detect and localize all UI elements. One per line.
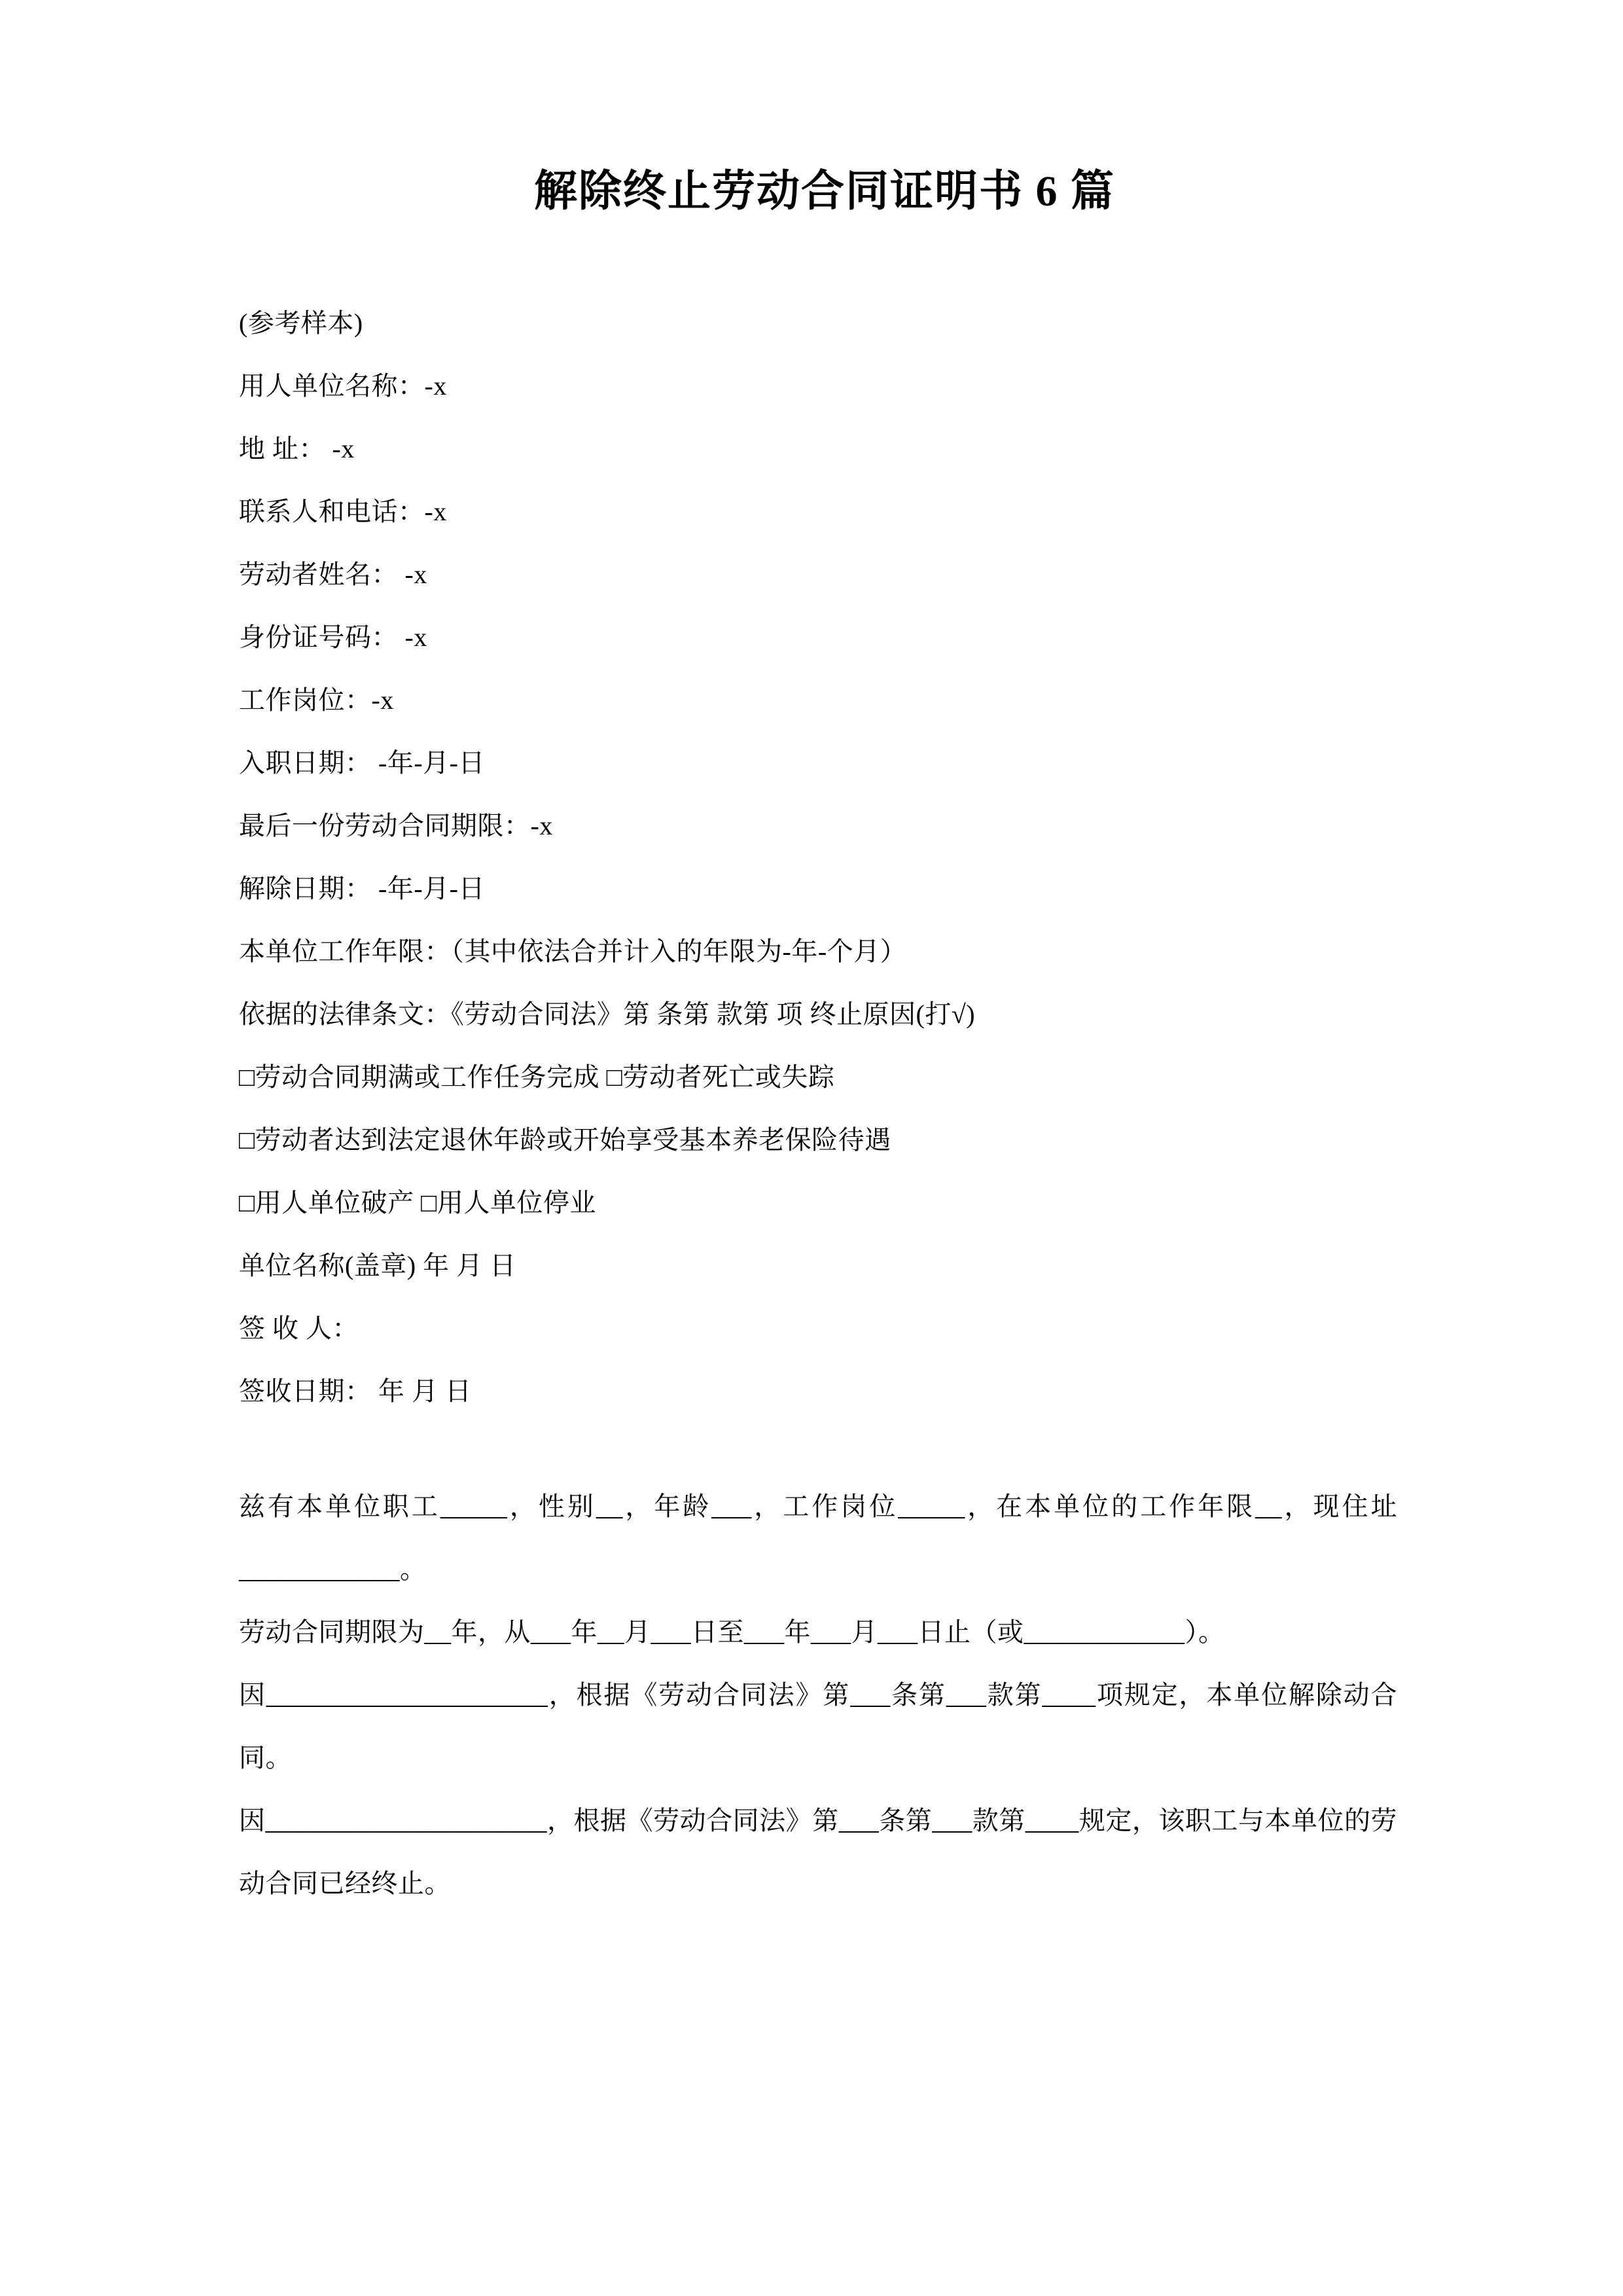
field-employee-name: 劳动者姓名： -x [239, 559, 427, 589]
field-termination-date: 解除日期： -年-月-日 [239, 873, 485, 903]
paragraph-employee-info: 兹有本单位职工_____，性别__，年龄___，工作岗位_____，在本单位的工作年限__，现住址____________。 [239, 1491, 1397, 1584]
field-receive-date: 签收日期： 年 月 日 [239, 1376, 472, 1406]
section-divider [239, 1423, 1397, 1475]
field-hire-date: 入职日期： -年-月-日 [239, 747, 485, 778]
field-service-years: 本单位工作年限：（其中依法合并计入的年限为-年-个月） [239, 936, 907, 966]
field-address: 地 址： -x [239, 433, 355, 463]
sample-note: (参考样本) [239, 308, 363, 338]
paragraph-contract-ended: 因_____________________，根据《劳动合同法》第___条第___款第____规定，该职工与本单位的劳动合同已经终止。 [239, 1805, 1397, 1898]
field-receiver: 签 收 人： [239, 1313, 359, 1343]
field-legal-basis: 依据的法律条文：《劳动合同法》第 条第 款第 项 终止原因(打√) [239, 999, 976, 1029]
field-employer-name: 用人单位名称：-x [239, 370, 447, 401]
checkbox-row-employer-bankruptcy[interactable]: □用人单位破产 □用人单位停业 [239, 1187, 596, 1217]
paragraph-termination-reason: 因_____________________，根据《劳动合同法》第___条第___款第____项规定，本单位解除动合同。 [239, 1679, 1397, 1772]
field-job-position: 工作岗位：-x [239, 685, 394, 715]
field-id-number: 身份证号码： -x [239, 622, 427, 652]
checkbox-row-contract-expiry[interactable]: □劳动合同期满或工作任务完成 □劳动者死亡或失踪 [239, 1062, 835, 1092]
field-contact-phone: 联系人和电话：-x [239, 496, 447, 526]
checkbox-row-retirement-age[interactable]: □劳动者达到法定退休年龄或开始享受基本养老保险待遇 [239, 1124, 891, 1155]
field-last-contract-term: 最后一份劳动合同期限：-x [239, 810, 553, 840]
field-employer-seal-date: 单位名称(盖章) 年 月 日 [239, 1250, 516, 1280]
page-title: 解除终止劳动合同证明书 6 篇 [534, 168, 1115, 215]
paragraph-contract-term: 劳动合同期限为__年，从___年__月___日至___年___月___日止（或____________）。 [239, 1617, 1225, 1647]
document-body [239, 164, 1397, 1915]
